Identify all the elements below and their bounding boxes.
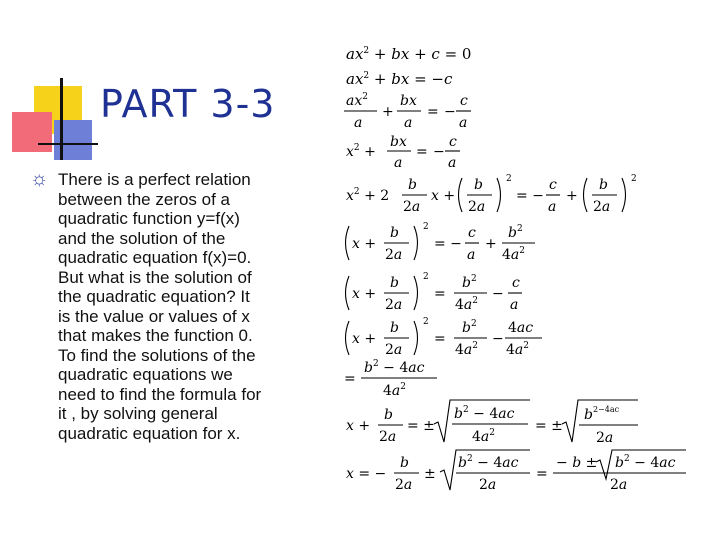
svg-text:+: + [382,104,394,120]
svg-text:ax2: $ax^2$ [346,92,368,109]
svg-text:b: b [390,275,399,291]
derivation-step-9 [344,359,437,399]
svg-text:b2 − 4ac: $b^2 - 4ac$ [364,359,425,376]
bullet-text: There is a perfect relation between the zeros of a quadratic function y=f(x) and the solution of the quadratic equation f(x)=0. But what is the solution of the quadratic equation? It is the value or values of x that makes the function 0. To find the solutions of the quadratic equations we need to find the formula for it , by solving general quadratic equation for x. [58,170,262,443]
svg-text:a: a [510,297,519,313]
svg-text:2a: 2a [379,429,397,445]
svg-text:a: a [459,115,468,131]
svg-text:b2: $b^2$ [462,319,477,336]
svg-text:2a: 2a [403,199,421,215]
svg-text:−: − [444,104,456,120]
derivation-step-7 [346,272,523,313]
derivation-step-3 [344,92,471,131]
svg-text:−: − [433,144,445,160]
svg-text:b: b [400,455,409,471]
derivation-step-2 [346,70,453,88]
svg-text:2: 2 [423,222,429,232]
svg-text:−: − [492,331,504,347]
svg-text:x2 + 2: $x^2 + 2$ [346,187,390,204]
svg-text:x +: x + [352,286,377,302]
svg-text:b: b [599,177,608,193]
svg-text:c: c [549,177,557,193]
svg-text:x +: x + [431,188,456,204]
svg-text:2a: 2a [596,430,614,446]
svg-text:bx: bx [390,134,407,150]
svg-text:2: 2 [631,174,637,184]
svg-text:b: b [474,177,483,193]
svg-text:b: b [390,320,399,336]
svg-text:2a: 2a [385,342,403,358]
svg-text:= ±: = ± [407,418,435,434]
svg-text:a: a [467,247,476,263]
svg-text:=: = [427,104,439,120]
sun-bullet-icon: ☼ [30,168,49,190]
derivation-step-11 [346,450,686,493]
derivation-step-6 [346,222,536,263]
derivation-steps [334,38,714,498]
svg-text:b2−4ac: $b^{2-4ac}$ [584,405,620,423]
svg-text:x +: x + [352,331,377,347]
svg-text:−: − [492,286,504,302]
derivation-step-5 [346,174,637,215]
svg-text:a: a [404,115,413,131]
derivation-step-1 [346,45,471,63]
svg-text:b: b [390,225,399,241]
svg-text:ax2 + bx + c = 0: $ax^2$ + bx + c = 0 [346,45,472,63]
svg-text:bx: bx [400,93,417,109]
svg-text:=: = [434,286,446,302]
svg-text:b2 − 4ac: $b^2 - 4ac$ [615,454,676,471]
svg-text:b: b [384,407,393,423]
svg-text:x2 +: $x^2$ + [346,143,376,160]
svg-text:+: + [566,188,578,204]
svg-text:4a2: $4a^2$ [506,341,530,358]
svg-text:2: 2 [423,272,429,282]
svg-text:c: c [449,134,457,150]
svg-text:b2: $b^2$ [462,274,477,291]
derivation-step-10 [346,400,638,446]
derivation-step-4 [346,134,460,171]
svg-text:2a: 2a [479,477,497,493]
svg-text:4a2: $4a^2$ [383,382,407,399]
svg-text:a: a [394,155,403,171]
svg-text:a: a [448,155,457,171]
svg-text:a: a [548,199,557,215]
derivation-step-8 [346,317,543,358]
svg-text:− b ±: − b ± [556,455,598,471]
slide-title: PART 3-3 [100,82,276,126]
logo-red-square [12,112,52,152]
svg-text:4ac: 4ac [508,320,534,336]
svg-text:= −: = − [434,236,462,252]
svg-text:2a: 2a [468,199,486,215]
svg-text:b: b [408,177,417,193]
svg-text:= −: = − [516,188,544,204]
slide-logo [0,0,110,170]
svg-text:b2: $b^2$ [508,224,523,241]
svg-text:2a: 2a [593,199,611,215]
svg-text:c: c [512,275,520,291]
svg-text:ax2 + bx = −c: $ax^2$ + bx = −c [346,70,453,88]
svg-text:=: = [344,371,356,387]
logo-horizontal-line [38,143,98,145]
bullet-point [30,170,310,443]
svg-text:= ±: = ± [535,418,563,434]
svg-text:4a2: $4a^2$ [472,428,496,445]
svg-text:2a: 2a [385,297,403,313]
svg-text:2a: 2a [610,477,628,493]
svg-text:4a2: $4a^2$ [455,296,479,313]
svg-text:2a: 2a [385,247,403,263]
svg-text:b2 − 4ac: $b^2 - 4ac$ [458,454,519,471]
svg-text:a: a [354,115,363,131]
svg-text:4a2: $4a^2$ [455,341,479,358]
svg-text:x +: x + [346,418,371,434]
svg-text:2a: 2a [395,477,413,493]
svg-text:x +: x + [352,236,377,252]
svg-text:2: 2 [506,174,512,184]
svg-text:=: = [434,331,446,347]
svg-text:b2 − 4ac: $b^2 - 4ac$ [454,405,515,422]
svg-text:c: c [468,225,476,241]
svg-text:=: = [536,466,548,482]
svg-text:±: ± [424,466,436,482]
svg-text:2: 2 [423,317,429,327]
svg-text:=: = [416,144,428,160]
svg-text:x = −: x = − [346,466,387,482]
svg-text:4a2: $4a^2$ [502,246,526,263]
svg-text:+: + [485,236,497,252]
logo-vertical-line [60,78,63,160]
svg-text:c: c [460,93,468,109]
